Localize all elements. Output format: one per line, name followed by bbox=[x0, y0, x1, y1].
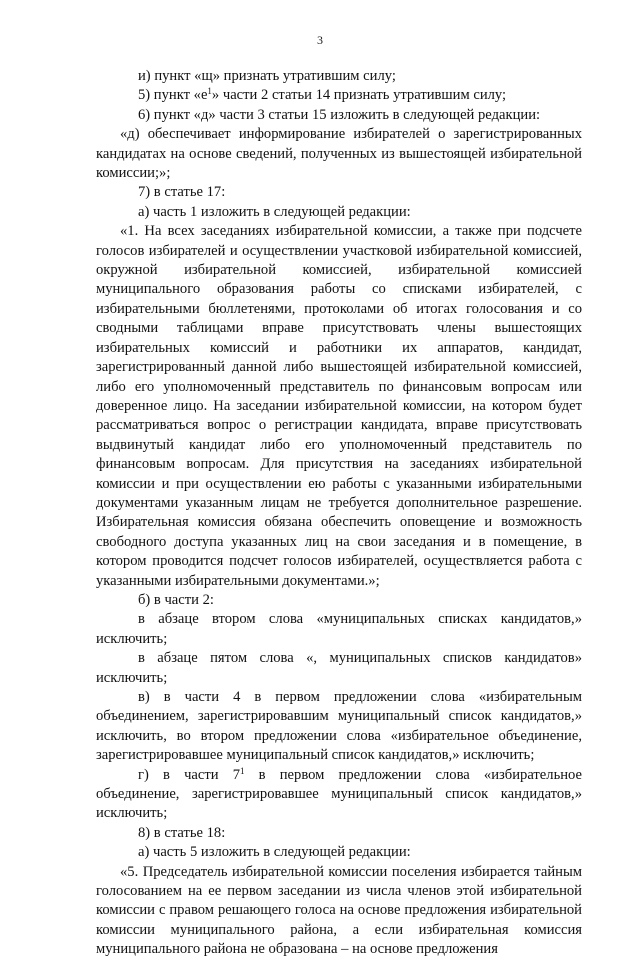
paragraph: «д) обеспечивает информирование избирателей о зарегистрированных кандидатах на основе сведений, полученных из вышестоящей избирательной комиссии;»; bbox=[96, 126, 582, 182]
paragraph: в абзаце втором слова «муниципальных списках кандидатов,» исключить; bbox=[96, 611, 582, 647]
paragraph: 8) в статье 18: bbox=[138, 824, 226, 841]
paragraph: в) в части 4 в первом предложении слова «избирательным объединением, зарегистрировавшим муниципальный список кандидатов,» исключить, во втором предложении слова «избирательное объединение, зарегистрировавшее муниципальный список кандидатов,» исключить; bbox=[96, 689, 582, 764]
document-body bbox=[96, 67, 582, 960]
superscript: 1 bbox=[240, 765, 245, 776]
paragraph-text: в первом предложении слова «избирательное объединение, зарегистрировавшее муниципальный список кандидатов,» исключить; bbox=[96, 766, 582, 822]
paragraph: и) пункт «щ» признать утратившим силу; bbox=[138, 68, 396, 84]
superscript: 1 bbox=[207, 86, 212, 97]
paragraph bbox=[96, 86, 582, 105]
paragraph-text: » части 2 статьи 14 признать утратившим силу; bbox=[211, 87, 507, 104]
paragraph-text: 5) пункт «е bbox=[138, 87, 208, 104]
page-number: 3 bbox=[317, 33, 323, 47]
paragraph-text: г) в части 7 bbox=[138, 766, 241, 783]
paragraph: 6) пункт «д» части 3 статьи 15 изложить в следующей редакции: bbox=[138, 106, 541, 123]
paragraph: 7) в статье 17: bbox=[138, 184, 226, 201]
paragraph: а) часть 1 изложить в следующей редакции: bbox=[138, 203, 411, 220]
paragraph: «1. На всех заседаниях избирательной комиссии, а также при подсчете голосов избирателей и осуществлении участковой избирательной комиссией, окружной избирательной комиссией, избирательной комиссией муниципального образования работы со списками избирателей, с избирательными бюллетенями, протоколами об итогах голосования и со сводными таблицами вправе присутствовать члены вышестоящих избирательных комиссий и работники их аппаратов, кандидат, зарегистрированный данной либо вышестоящей избирательной комиссией, либо его уполномоченный представитель по финансовым вопросам или доверенное лицо. На заседании избирательной комиссии, на котором будет рассматриваться вопрос о регистрации кандидата, вправе присутствовать выдвинутый кандидат либо его уполномоченный представитель по финансовым вопросам. Для присутствия на заседаниях избирательной комиссии и при осуществлении ею работы с указанными избирательными документами указанным лицам не требуется дополнительное разрешение. Избирательная комиссия обязана обеспечить оповещение и возможность свободного доступа указанных лиц на свои заседания и в помещение, в котором проводится подсчет голосов избирателей, осуществляется работа с указанными избирательными документами.»; bbox=[96, 223, 582, 589]
paragraph: а) часть 5 изложить в следующей редакции: bbox=[138, 844, 411, 861]
paragraph bbox=[96, 766, 582, 824]
paragraph: в абзаце пятом слова «, муниципальных списков кандидатов» исключить; bbox=[96, 650, 582, 686]
paragraph: «5. Председатель избирательной комиссии поселения избирается тайным голосованием на ее первом заседании из числа членов этой избирательной комиссии с правом решающего голоса на основе предложения избирательной комиссии муниципального района, а если избирательная комиссия муниципального района не образована – на основе предложения bbox=[96, 863, 582, 958]
paragraph: б) в части 2: bbox=[138, 591, 214, 608]
